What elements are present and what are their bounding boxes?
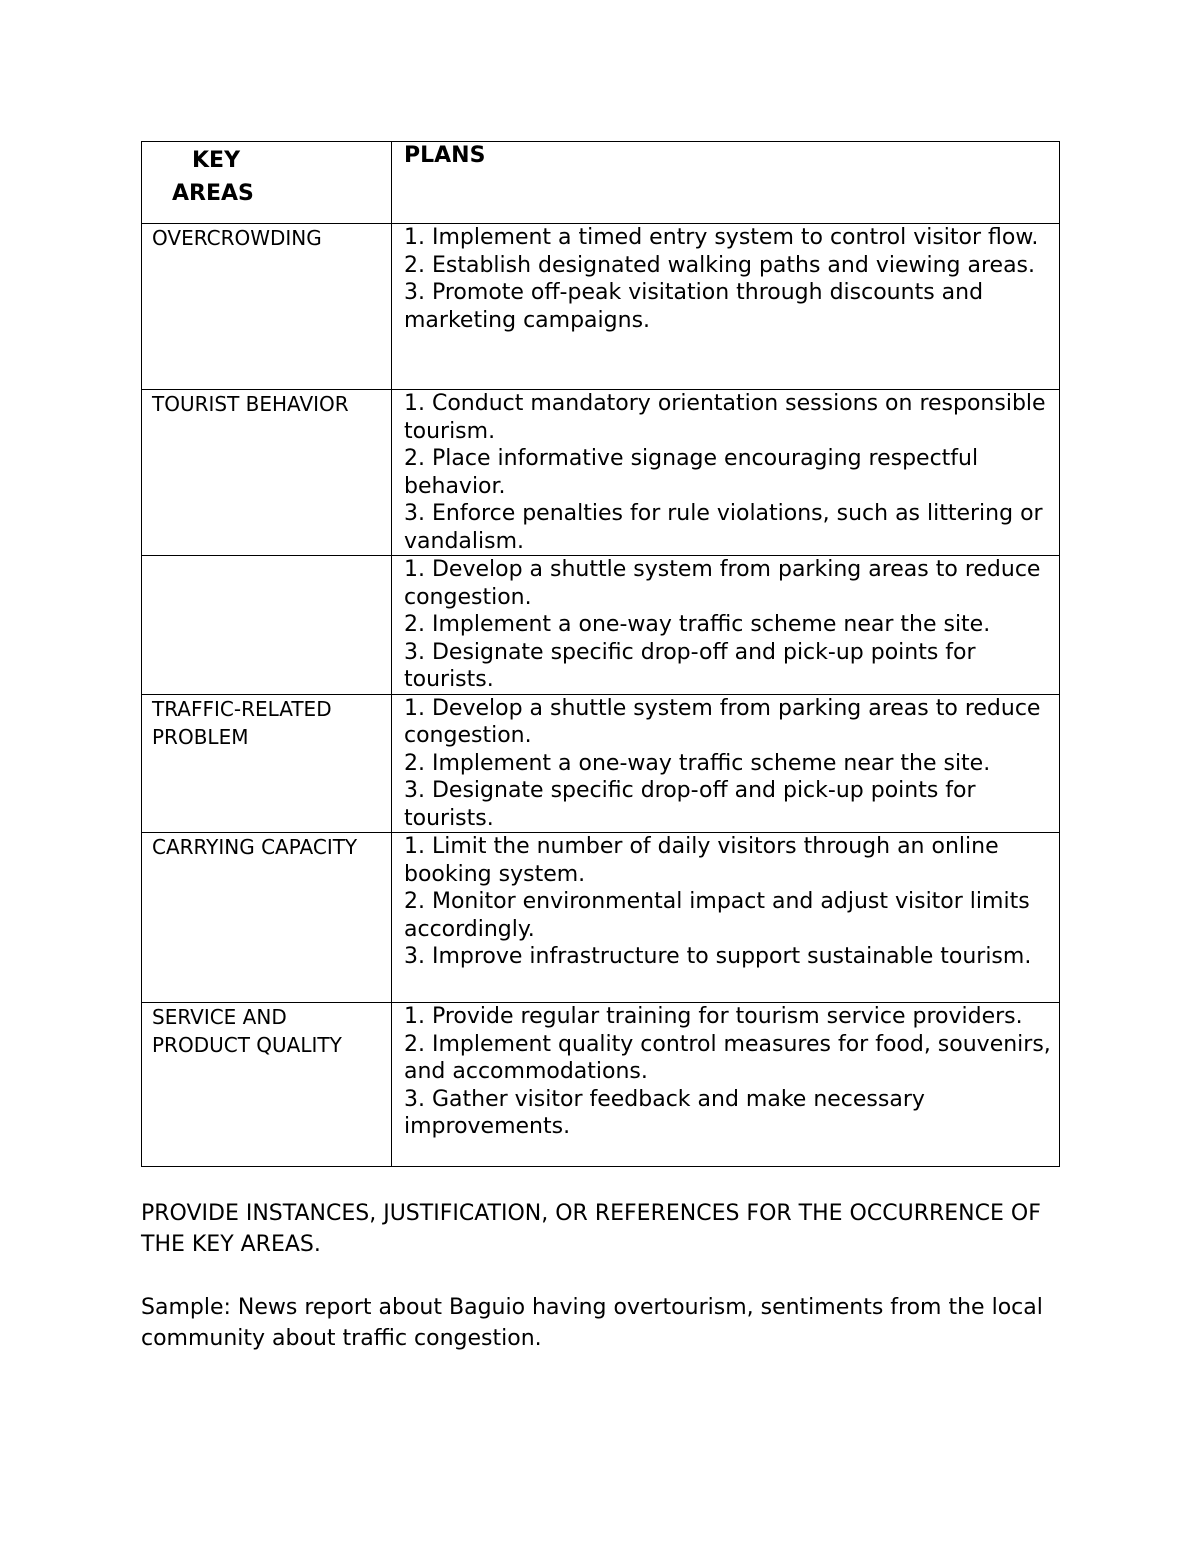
header-key-areas — [142, 142, 392, 224]
plan-item: 1. Provide regular training for tourism service providers. — [404, 1004, 1023, 1029]
plan-item: 1. Conduct mandatory orientation sessions on responsible tourism. — [404, 391, 1046, 444]
table-header-row — [142, 142, 1060, 224]
key-area-cell: SERVICE AND PRODUCT QUALITY — [142, 1003, 392, 1167]
plan-item: 3. Improve infrastructure to support sustainable tourism. — [404, 944, 1032, 969]
plans-cell — [392, 1003, 1060, 1167]
plan-item: 2. Establish designated walking paths and viewing areas. — [404, 252, 1036, 278]
key-area-cell: TOURIST BEHAVIOR — [142, 390, 392, 556]
plan-item: 3. Promote off-peak visitation through discounts and marketing campaigns. — [404, 280, 984, 333]
plans-cell — [392, 224, 1060, 390]
key-area-cell — [142, 556, 392, 695]
key-area-cell: TRAFFIC-RELATED PROBLEM — [142, 694, 392, 833]
header-key-line1: KEY — [192, 148, 241, 173]
plan-item: 2. Implement a one-way traffic scheme near the site. — [404, 612, 991, 637]
key-areas-plans-table — [141, 141, 1060, 1167]
header-key-line2: AREAS — [172, 181, 254, 206]
plans-cell — [392, 556, 1060, 695]
plans-cell — [392, 694, 1060, 833]
table-row — [142, 556, 1060, 695]
plans-cell — [392, 390, 1060, 556]
sample-paragraph: Sample: News report about Baguio having overtourism, sentiments from the local community about traffic congestion. — [141, 1295, 1043, 1351]
table-row — [142, 224, 1060, 390]
plan-item: 2. Place informative signage encouraging respectful behavior. — [404, 446, 979, 499]
instructions-paragraph: PROVIDE INSTANCES, JUSTIFICATION, OR REFERENCES FOR THE OCCURRENCE OF THE KEY AREAS. — [141, 1201, 1041, 1257]
header-plans: PLANS — [392, 142, 1060, 224]
plan-item: 3. Gather visitor feedback and make necessary improvements. — [404, 1086, 925, 1139]
plan-item: 2. Monitor environmental impact and adjust visitor limits accordingly. — [404, 889, 1030, 942]
key-area-cell: CARRYING CAPACITY — [142, 833, 392, 1003]
table-row — [142, 1003, 1060, 1167]
plan-item: 3. Designate specific drop-off and pick-up points for tourists. — [404, 778, 976, 831]
plans-cell — [392, 833, 1060, 1003]
table-row — [142, 694, 1060, 833]
plan-item: 1. Implement a timed entry system to control visitor flow. — [404, 225, 1039, 250]
plan-item: 1. Develop a shuttle system from parking areas to reduce congestion. — [404, 557, 1041, 610]
plan-item: 3. Enforce penalties for rule violations, such as littering or vandalism. — [404, 501, 1043, 554]
plan-item: 2. Implement a one-way traffic scheme near the site. — [404, 750, 991, 776]
key-area-cell: OVERCROWDING — [142, 224, 392, 390]
plan-item: 2. Implement quality control measures for food, souvenirs, and accommodations. — [404, 1031, 1051, 1084]
plan-item: 1. Limit the number of daily visitors through an online booking system. — [404, 834, 999, 887]
plan-item: 1. Develop a shuttle system from parking areas to reduce congestion. — [404, 695, 1041, 748]
plan-item: 3. Designate specific drop-off and pick-up points for tourists. — [404, 639, 976, 692]
table-row — [142, 390, 1060, 556]
table-row — [142, 833, 1060, 1003]
